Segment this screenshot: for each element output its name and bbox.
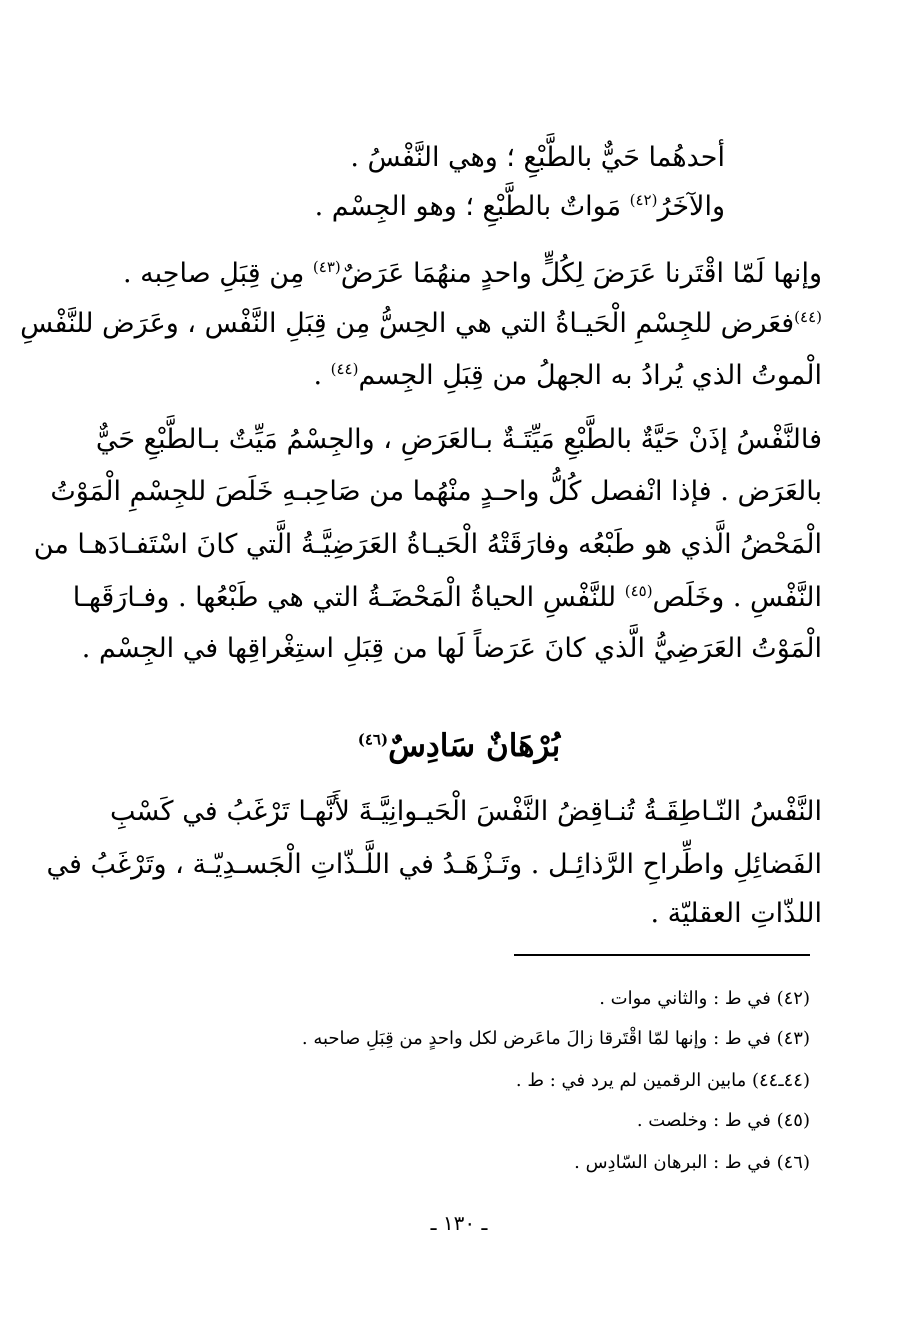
line-text: . — [313, 360, 331, 391]
heading-text: بُرْهَانٌ سَادِسٌ — [388, 728, 561, 764]
paragraph-line — [33, 523, 822, 567]
line-text: الفَضائِلِ واطِّراحِ الرَّذائِـل . وتَـزْهَـدُ في اللَّـذّاتِ الْجَسـدِيّـة ، وتَرْغَبُ في — [46, 849, 822, 880]
footnote-number: (٤٥) — [776, 1110, 810, 1131]
line-text: الْمَوْتُ العَرَضِيُّ الَّذي كانَ عَرَضاً لَها من قِبَلِ استِغْراقِها في الجِسْم . — [81, 633, 822, 664]
footnote-ref: (٤٣) — [312, 258, 341, 276]
line-text: الْمَحْضُ الَّذي هو طَبْعُه وفارَقَتْهُ الْحَيـاةُ العَرَضِيَّـةُ الَّتي كانَ اسْتَفـادَهـا من — [33, 529, 822, 560]
page-number: ـ ١٣٠ ـ — [430, 1211, 488, 1235]
line-text: أحدهُما حَيٌّ بالطَّبْعِ ؛ وهي النَّفْسُ . — [350, 142, 725, 173]
paragraph-line — [110, 790, 822, 834]
footnote-number: (٤٦) — [776, 1152, 810, 1173]
footnote-ref: (٤٢) — [629, 191, 658, 209]
paragraph-line — [50, 470, 822, 514]
footnote-text: في ط : وإنها لمّا اقْتَرقا زالَ ماعَرض لكل واحدٍ من قِبَلِ صاحبه . — [301, 1028, 771, 1049]
footnote-text: في ط : وخلصت . — [636, 1110, 771, 1131]
line-text: النَّفْسُ النّـاطِقَـةُ تُنـاقِضُ النَّفْسَ الْحَيـوانِيَّـةَ لأَنَّهـا تَرْغَبُ في كَسْبِ — [110, 796, 822, 827]
paragraph-line — [110, 252, 822, 296]
paragraph-line — [110, 354, 822, 398]
footnote-ref: (٤٤) — [330, 360, 359, 378]
footnote-number: (٤٣) — [776, 1028, 810, 1049]
footnote-text: في ط : البرهان السّادِس . — [574, 1152, 771, 1173]
footnote-number: (٤٢) — [776, 988, 810, 1009]
paragraph-line — [110, 892, 822, 936]
line-text: والآخَرُ — [657, 191, 725, 222]
footnote-separator — [514, 954, 810, 956]
line-text: وإنها لَمّا اقْتَرنا عَرَضَ لِكُلٍّ واحدٍ منهُمَا عَرَضٌ — [340, 258, 822, 289]
footnote — [170, 1024, 810, 1054]
line-text: مَواتٌ بالطَّبْعِ ؛ وهو الجِسْم . — [314, 191, 630, 222]
footnote-number: (٤٤ـ٤٤) — [751, 1070, 810, 1091]
footnote — [170, 984, 810, 1014]
footnote — [170, 1066, 810, 1096]
paragraph-line — [95, 418, 822, 462]
text-line — [125, 136, 725, 180]
text-line — [125, 185, 725, 229]
paragraph-line — [46, 843, 822, 887]
line-text: النَّفْسِ . وخَلَص — [652, 582, 822, 613]
footnote — [170, 1148, 810, 1178]
line-text: فعَرض للجِسْمِ الْحَيـاةُ التي هي الحِسُّ مِن قِبَلِ النَّفْس ، وعَرَض للنَّفْسِ — [20, 308, 795, 339]
line-text: الْموتُ الذي يُرادُ به الجهلُ من قِبَلِ الجِسم — [358, 360, 822, 391]
paragraph-line — [81, 627, 822, 671]
paragraph-line — [72, 576, 822, 620]
section-heading — [0, 722, 918, 770]
paragraph-line — [20, 302, 822, 346]
footnote-ref: (٤٥) — [624, 582, 653, 600]
line-text: بالعَرَض . فإذا انْفصل كُلُّ واحـدٍ منْهُما من صَاحِبـهِ خَلَصَ للجِسْمِ الْمَوْتُ — [50, 476, 822, 507]
line-text: فالنَّفْسُ إذَنْ حَيَّةٌ بالطَّبْعِ مَيِّتَـةٌ بـالعَرَضِ ، والجِسْمُ مَيِّتٌ بـالطَّبْعِ حَيٌّ — [95, 424, 822, 455]
line-text: اللذّاتِ العقليّة . — [650, 898, 822, 929]
footnote — [170, 1106, 810, 1136]
footnote-text: مابين الرقمين لم يرد في : ط . — [515, 1070, 747, 1091]
line-text: للنَّفْسِ الحياةُ الْمَحْضَـةُ التي هي طَبْعُها . وفـارَقَهـا — [72, 582, 625, 613]
footnote-ref: (٤٤) — [794, 308, 822, 326]
line-text: مِن قِبَلِ صاحِبه . — [123, 258, 313, 289]
footnote-ref: (٤٦) — [357, 730, 389, 749]
footnote-text: في ط : والثاني موات . — [599, 988, 771, 1009]
